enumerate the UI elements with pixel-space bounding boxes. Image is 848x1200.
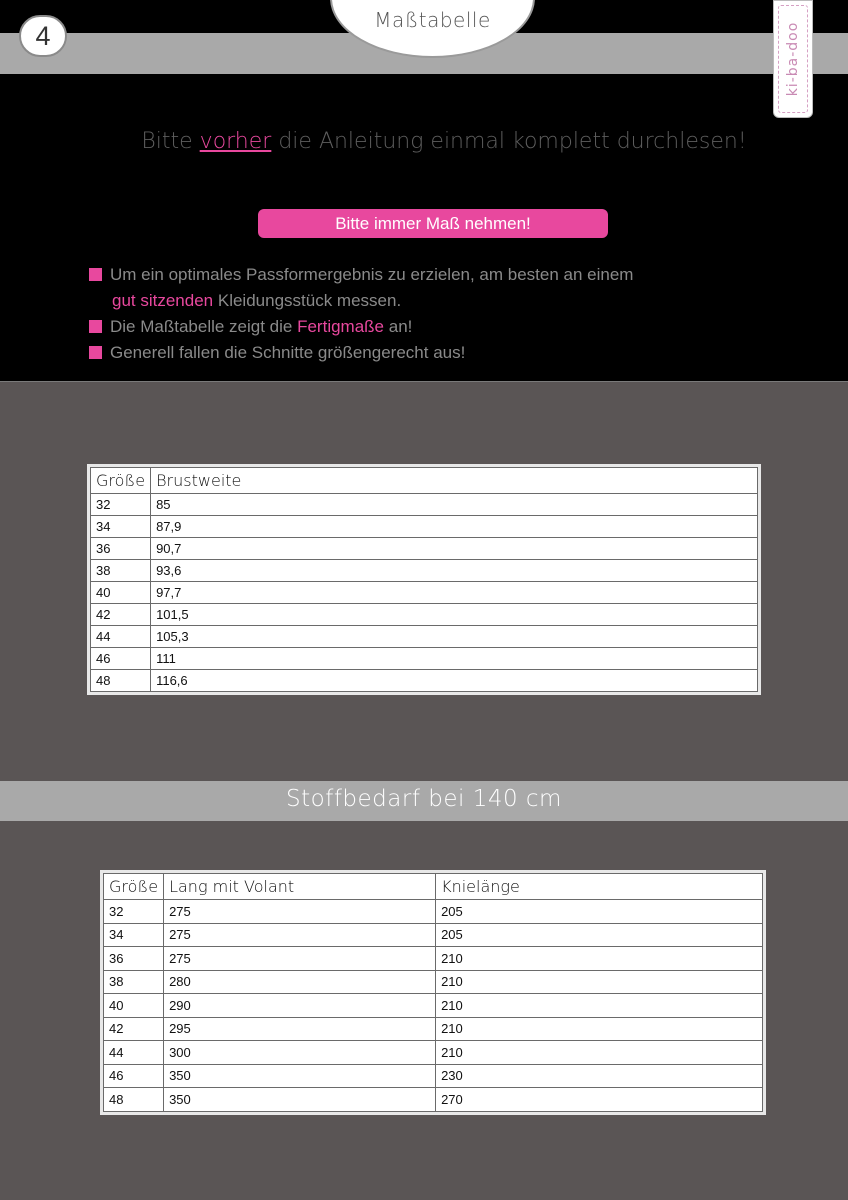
pink-square-icon (89, 320, 102, 333)
bullet-text-prefix: Die Maßtabelle zeigt die (110, 317, 298, 336)
knee-cell: 210 (436, 994, 763, 1018)
size-cell: 34 (91, 516, 151, 538)
knee-cell: 230 (436, 1064, 763, 1088)
bullet-item (89, 314, 769, 340)
table-row (91, 538, 758, 560)
table-row (91, 516, 758, 538)
bullet-text (110, 314, 412, 340)
size-cell: 48 (91, 670, 151, 692)
table-row (91, 494, 758, 516)
chest-cell: 101,5 (151, 604, 758, 626)
long-cell: 275 (164, 900, 436, 924)
fabric-table (103, 873, 763, 1112)
measure-notice-pill: Bitte immer Maß nehmen! (258, 209, 608, 238)
long-cell: 295 (164, 1017, 436, 1041)
long-cell: 290 (164, 994, 436, 1018)
bullet-list (89, 262, 769, 366)
intro-suffix: die Anleitung einmal komplett durchlesen! (271, 129, 747, 154)
table-row (91, 670, 758, 692)
knee-cell: 205 (436, 900, 763, 924)
size-cell: 38 (104, 970, 164, 994)
table-header-row (91, 468, 758, 494)
size-cell: 38 (91, 560, 151, 582)
table-row (104, 1041, 763, 1065)
knee-cell: 210 (436, 1041, 763, 1065)
column-header: Lang mit Volant (164, 874, 436, 900)
size-cell: 40 (104, 994, 164, 1018)
table-row (91, 560, 758, 582)
size-cell: 36 (91, 538, 151, 560)
table-row (91, 648, 758, 670)
knee-cell: 205 (436, 923, 763, 947)
chest-cell: 105,3 (151, 626, 758, 648)
bullet-highlight: gut sitzenden (112, 291, 214, 310)
long-cell: 350 (164, 1064, 436, 1088)
size-cell: 48 (104, 1088, 164, 1112)
size-cell: 32 (91, 494, 151, 516)
size-cell: 42 (91, 604, 151, 626)
knee-cell: 210 (436, 970, 763, 994)
intro-prefix: Bitte (141, 129, 200, 154)
table-row (91, 582, 758, 604)
size-cell: 32 (104, 900, 164, 924)
table-row (104, 1064, 763, 1088)
column-header: Größe (91, 468, 151, 494)
fabric-title: Stoffbedarf bei 140 cm (286, 786, 562, 812)
size-cell: 46 (104, 1064, 164, 1088)
bullet-text: Um ein optimales Passformergebnis zu erzielen, am besten an einem (110, 265, 634, 284)
size-cell: 44 (104, 1041, 164, 1065)
long-cell: 350 (164, 1088, 436, 1112)
bullet-item (89, 340, 769, 366)
size-cell: 34 (104, 923, 164, 947)
knee-cell: 210 (436, 1017, 763, 1041)
bullet-text: Kleidungsstück messen. (213, 291, 402, 310)
table-row (104, 970, 763, 994)
column-header: Größe (104, 874, 164, 900)
size-table (90, 467, 758, 692)
brand-logo (773, 0, 813, 118)
size-cell: 36 (104, 947, 164, 971)
bullet-text: Generell fallen die Schnitte größengerecht aus! (110, 343, 466, 362)
table-row (104, 900, 763, 924)
page-number-badge: 4 (19, 15, 67, 57)
pink-square-icon (89, 346, 102, 359)
bullet-text-suffix: an! (384, 317, 413, 336)
bullet-highlight: Fertigmaße (297, 317, 385, 336)
table-row (91, 604, 758, 626)
table-row (104, 994, 763, 1018)
long-cell: 280 (164, 970, 436, 994)
intro-highlight: vorher (199, 129, 272, 154)
table-row (104, 947, 763, 971)
page-title: Maßtabelle (374, 8, 491, 32)
long-cell: 300 (164, 1041, 436, 1065)
table-row (104, 1017, 763, 1041)
chest-cell: 97,7 (151, 582, 758, 604)
pink-square-icon (89, 268, 102, 281)
long-cell: 275 (164, 923, 436, 947)
brand-logo-text: ki-ba-doo (785, 21, 801, 97)
table-header-row (104, 874, 763, 900)
chest-cell: 116,6 (151, 670, 758, 692)
table-row (91, 626, 758, 648)
chest-cell: 90,7 (151, 538, 758, 560)
table-row (104, 923, 763, 947)
size-cell: 46 (91, 648, 151, 670)
long-cell: 275 (164, 947, 436, 971)
chest-cell: 111 (151, 648, 758, 670)
column-header: Knielänge (436, 874, 763, 900)
size-cell: 40 (91, 582, 151, 604)
chest-cell: 93,6 (151, 560, 758, 582)
column-header: Brustweite (151, 468, 758, 494)
size-cell: 44 (91, 626, 151, 648)
knee-cell: 270 (436, 1088, 763, 1112)
intro-instruction (0, 129, 848, 154)
table-row (104, 1088, 763, 1112)
bullet-continuation (89, 288, 769, 314)
size-cell: 42 (104, 1017, 164, 1041)
bullet-item (89, 262, 769, 288)
chest-cell: 85 (151, 494, 758, 516)
chest-cell: 87,9 (151, 516, 758, 538)
knee-cell: 210 (436, 947, 763, 971)
